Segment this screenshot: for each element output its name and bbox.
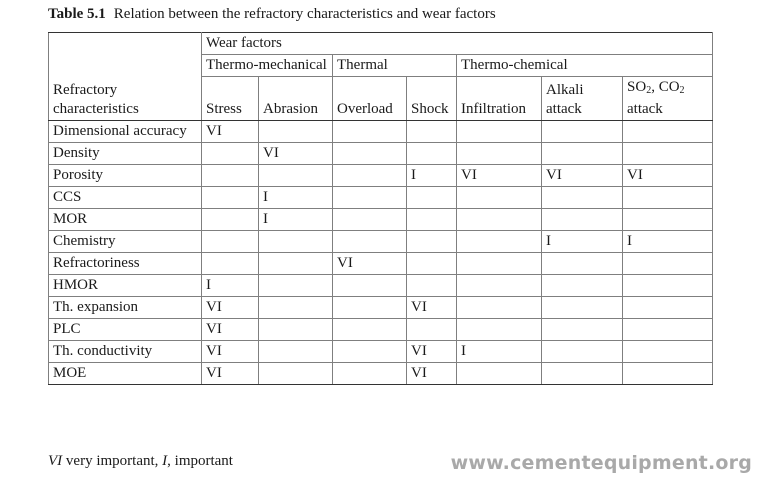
table-cell	[333, 319, 407, 341]
table-cell	[457, 297, 542, 319]
so2-suffix: attack	[627, 101, 663, 117]
footnote-vi-abbr: VI	[48, 453, 63, 469]
table-cell	[623, 253, 713, 275]
table-cell	[542, 363, 623, 385]
table-cell: I	[542, 231, 623, 253]
row-label: Chemistry	[49, 231, 202, 253]
table-cell	[623, 363, 713, 385]
table-cell	[202, 165, 259, 187]
table-row	[49, 165, 713, 187]
table-cell	[623, 297, 713, 319]
footnote-i-text: , important	[167, 453, 233, 469]
table-cell	[542, 319, 623, 341]
table-cell: I	[457, 341, 542, 363]
table-row	[49, 253, 713, 275]
table-cell	[542, 187, 623, 209]
table-cell	[542, 341, 623, 363]
table-cell	[333, 143, 407, 165]
table-cell: VI	[407, 297, 457, 319]
table-cell	[259, 231, 333, 253]
table-cell	[202, 209, 259, 231]
column-header-characteristics: Refractory characteristics	[49, 33, 202, 121]
row-label: Dimensional accuracy	[49, 121, 202, 143]
table-cell	[623, 319, 713, 341]
table-cell: I	[259, 187, 333, 209]
table-cell	[623, 121, 713, 143]
so2-prefix: SO	[627, 79, 647, 95]
table-cell	[542, 275, 623, 297]
group-header-thermal: Thermal	[333, 55, 457, 77]
column-header-overload: Overload	[333, 77, 407, 121]
table-row	[49, 231, 713, 253]
table-row	[49, 209, 713, 231]
table-cell	[407, 121, 457, 143]
table-cell	[202, 143, 259, 165]
watermark: www.cementequipment.org	[450, 452, 752, 474]
row-label: HMOR	[49, 275, 202, 297]
table-cell	[333, 209, 407, 231]
table-cell	[407, 143, 457, 165]
group-header-thermo-mechanical: Thermo-mechanical	[202, 55, 333, 77]
table-row	[49, 143, 713, 165]
table-cell	[407, 319, 457, 341]
co2-prefix: , CO	[651, 79, 680, 95]
table-cell	[457, 121, 542, 143]
row-label: MOE	[49, 363, 202, 385]
table-cell	[542, 143, 623, 165]
table-cell	[542, 297, 623, 319]
table-cell: VI	[202, 121, 259, 143]
column-header-so2-co2-attack	[623, 77, 713, 121]
table-row	[49, 121, 713, 143]
table-row	[49, 275, 713, 297]
table-cell: VI	[202, 297, 259, 319]
table-cell	[623, 187, 713, 209]
table-footnote	[48, 453, 233, 470]
table-cell	[542, 209, 623, 231]
table-cell	[457, 253, 542, 275]
table-row	[49, 187, 713, 209]
table-cell	[623, 209, 713, 231]
table-cell	[259, 121, 333, 143]
table-cell	[457, 319, 542, 341]
table-cell: VI	[542, 165, 623, 187]
table-cell: VI	[457, 165, 542, 187]
table-cell	[542, 121, 623, 143]
table-cell: VI	[202, 341, 259, 363]
footnote-i-abbr: I	[162, 453, 168, 469]
table-cell: I	[202, 275, 259, 297]
table-cell	[407, 231, 457, 253]
co2-subscript: 2	[679, 85, 685, 96]
table-cell	[259, 319, 333, 341]
table-cell: I	[407, 165, 457, 187]
table-cell	[623, 143, 713, 165]
table-cell	[457, 363, 542, 385]
table-cell	[333, 165, 407, 187]
table-row	[49, 319, 713, 341]
table-cell	[333, 275, 407, 297]
table-row	[49, 341, 713, 363]
table-cell	[202, 253, 259, 275]
table-cell: VI	[202, 363, 259, 385]
table-cell	[457, 209, 542, 231]
column-header-stress: Stress	[202, 77, 259, 121]
column-header-wear-factors: Wear factors	[202, 33, 713, 55]
table-cell: VI	[202, 319, 259, 341]
refractory-wear-table	[48, 32, 713, 385]
table-caption	[48, 6, 496, 23]
table-cell	[457, 231, 542, 253]
column-header-alkali-attack: Alkali attack	[542, 77, 623, 121]
footnote-vi-text: very important,	[62, 453, 163, 469]
so2-subscript: 2	[646, 85, 652, 96]
table-cell	[333, 297, 407, 319]
table-cell: I	[259, 209, 333, 231]
table-cell: VI	[259, 143, 333, 165]
table-row	[49, 297, 713, 319]
table-cell	[542, 253, 623, 275]
table-title: Relation between the refractory characteristics and wear factors	[113, 6, 496, 22]
table-cell	[259, 275, 333, 297]
table-cell	[333, 187, 407, 209]
table-body	[49, 121, 713, 385]
table-cell	[333, 341, 407, 363]
table-cell	[259, 297, 333, 319]
table-cell	[259, 341, 333, 363]
table-cell: VI	[407, 341, 457, 363]
table-cell	[333, 231, 407, 253]
table-cell	[457, 187, 542, 209]
table-cell: VI	[623, 165, 713, 187]
row-label: CCS	[49, 187, 202, 209]
row-label: Th. conductivity	[49, 341, 202, 363]
table-cell	[333, 121, 407, 143]
row-label: Refractoriness	[49, 253, 202, 275]
table-cell	[202, 231, 259, 253]
column-header-infiltration: Infiltration	[457, 77, 542, 121]
table-cell	[407, 187, 457, 209]
row-label: Density	[49, 143, 202, 165]
table-cell	[623, 275, 713, 297]
column-header-shock: Shock	[407, 77, 457, 121]
table-cell	[202, 187, 259, 209]
table-cell	[259, 363, 333, 385]
row-label: Th. expansion	[49, 297, 202, 319]
table-cell: VI	[407, 363, 457, 385]
row-label: Porosity	[49, 165, 202, 187]
row-label: MOR	[49, 209, 202, 231]
column-header-abrasion: Abrasion	[259, 77, 333, 121]
table-cell	[333, 363, 407, 385]
table-cell	[623, 341, 713, 363]
table-cell	[407, 275, 457, 297]
table-cell: VI	[333, 253, 407, 275]
table-row	[49, 363, 713, 385]
table-cell	[259, 253, 333, 275]
table-cell	[457, 275, 542, 297]
table-cell	[457, 143, 542, 165]
table-cell: I	[623, 231, 713, 253]
group-header-thermo-chemical: Thermo-chemical	[457, 55, 713, 77]
table-number: Table 5.1	[48, 6, 106, 22]
table-cell	[407, 253, 457, 275]
row-label: PLC	[49, 319, 202, 341]
table-cell	[407, 209, 457, 231]
table-cell	[259, 165, 333, 187]
